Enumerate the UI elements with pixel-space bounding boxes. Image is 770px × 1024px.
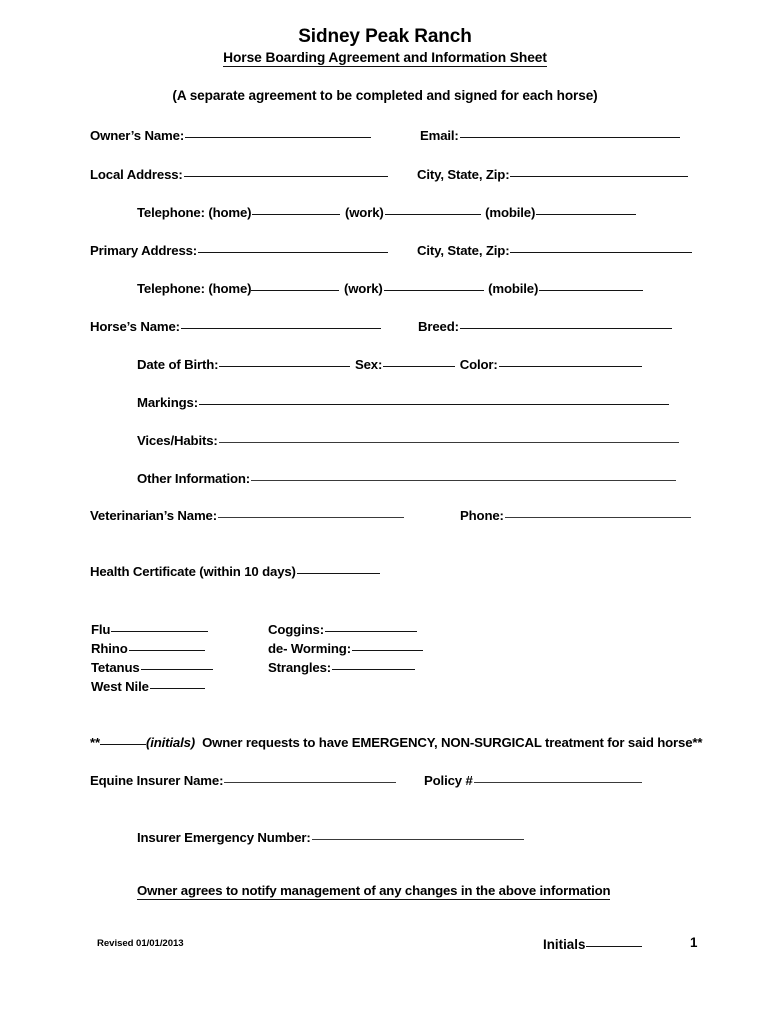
sex-label: Sex: — [354, 356, 383, 372]
local-city-state-zip-input[interactable] — [510, 165, 688, 177]
primary-telephone-home-input[interactable] — [251, 279, 339, 291]
insurer-emergency-number-input[interactable] — [312, 828, 524, 840]
primary-city-state-zip-input[interactable] — [510, 241, 692, 253]
footer-initials-label: Initials — [543, 936, 586, 952]
footer-initials-input[interactable] — [586, 935, 642, 947]
footer-page-number: 1 — [690, 935, 698, 950]
owner-name-label: Owner’s Name: — [90, 127, 185, 143]
document-subtitle — [0, 51, 770, 65]
health-certificate-input[interactable] — [297, 562, 380, 574]
page-title: Sidney Peak Ranch — [298, 26, 472, 47]
local-telephone-work-input[interactable] — [385, 203, 481, 215]
local-address-input[interactable] — [184, 165, 388, 177]
equine-insurer-name-row — [90, 771, 397, 787]
vaccination-coggins-input[interactable] — [325, 620, 417, 632]
vices-habits-label: Vices/Habits: — [137, 432, 218, 448]
vaccination-strangles-row — [268, 658, 416, 674]
sex-input[interactable] — [383, 355, 455, 367]
primary-telephone-work-label: (work) — [343, 280, 383, 296]
vaccination-flu-label: Flu — [91, 621, 111, 637]
primary-telephone-mobile-label: (mobile) — [488, 280, 539, 296]
veterinarian-name-row — [90, 506, 405, 522]
health-certificate-row — [90, 562, 381, 578]
color-input[interactable] — [499, 355, 642, 367]
owner-name-row — [90, 126, 372, 142]
local-telephone-row — [137, 203, 637, 219]
date-of-birth-input[interactable] — [219, 355, 350, 367]
local-telephone-home-input[interactable] — [252, 203, 340, 215]
vaccination-deworming-input[interactable] — [352, 639, 423, 651]
vaccination-west-nile-label: West Nile — [91, 678, 149, 694]
insurer-emergency-number-row — [137, 828, 525, 844]
primary-telephone-row — [137, 279, 644, 295]
veterinarian-name-input[interactable] — [218, 506, 404, 518]
veterinarian-name-label: Veterinarian’s Name: — [90, 507, 217, 523]
vaccination-west-nile-row — [91, 677, 206, 693]
local-telephone-home-label: Telephone: (home) — [137, 204, 252, 220]
email-input[interactable] — [460, 126, 680, 138]
vaccination-deworming-row — [268, 639, 424, 655]
breed-input[interactable] — [460, 317, 672, 329]
markings-label: Markings: — [137, 394, 198, 410]
document-subtitle-text: Horse Boarding Agreement and Information Sheet — [223, 50, 547, 65]
vaccination-rhino-input[interactable] — [129, 639, 205, 651]
equine-insurer-name-input[interactable] — [224, 771, 396, 783]
email-row — [420, 126, 681, 142]
local-telephone-mobile-input[interactable] — [536, 203, 636, 215]
vices-habits-input[interactable] — [219, 431, 679, 443]
date-of-birth-label: Date of Birth: — [137, 356, 219, 372]
local-address-label: Local Address: — [90, 166, 183, 182]
primary-telephone-mobile-input[interactable] — [539, 279, 643, 291]
policy-number-input[interactable] — [474, 771, 642, 783]
owner-name-input[interactable] — [185, 126, 371, 138]
primary-address-row — [90, 241, 389, 257]
emergency-initials-input[interactable] — [100, 733, 146, 745]
markings-row — [137, 393, 670, 409]
primary-city-state-zip-row — [417, 241, 693, 257]
emergency-statement: Owner requests to have EMERGENCY, NON-SURGICAL treatment for said horse** — [202, 734, 703, 750]
vaccination-rhino-label: Rhino — [91, 640, 128, 656]
vaccination-strangles-input[interactable] — [332, 658, 415, 670]
breed-row — [418, 317, 673, 333]
agreement-notice-text: Owner agrees to notify management of any changes in the above information — [137, 883, 611, 898]
other-information-row — [137, 469, 677, 485]
color-label: Color: — [459, 356, 498, 372]
emergency-initials-word: (initials) — [145, 734, 196, 750]
health-certificate-label: Health Certificate (within 10 days) — [90, 563, 296, 579]
vaccination-coggins-label: Coggins: — [268, 621, 324, 637]
vaccination-flu-row — [91, 620, 209, 636]
policy-number-row — [424, 771, 643, 787]
local-city-state-zip-row — [417, 165, 689, 181]
vaccination-tetanus-input[interactable] — [141, 658, 213, 670]
vaccination-west-nile-input[interactable] — [150, 677, 205, 689]
primary-telephone-home-label: Telephone: (home) — [137, 280, 252, 296]
veterinarian-phone-label: Phone: — [460, 507, 504, 523]
local-telephone-mobile-label: (mobile) — [485, 204, 536, 220]
email-label: Email: — [420, 127, 459, 143]
vices-habits-row — [137, 431, 680, 447]
primary-city-state-zip-label: City, State, Zip: — [417, 242, 510, 258]
horse-name-label: Horse’s Name: — [90, 318, 180, 334]
equine-insurer-name-label: Equine Insurer Name: — [90, 772, 224, 788]
vaccination-strangles-label: Strangles: — [268, 659, 331, 675]
vaccination-deworming-label: de- Worming: — [268, 640, 351, 656]
primary-telephone-work-input[interactable] — [384, 279, 484, 291]
local-city-state-zip-label: City, State, Zip: — [417, 166, 510, 182]
horse-name-input[interactable] — [181, 317, 381, 329]
breed-label: Breed: — [418, 318, 459, 334]
primary-address-label: Primary Address: — [90, 242, 198, 258]
policy-number-label: Policy # — [424, 772, 473, 788]
emergency-treatment-row — [90, 733, 702, 749]
primary-address-input[interactable] — [198, 241, 388, 253]
footer-revision-date: Revised 01/01/2013 — [97, 938, 184, 949]
other-information-input[interactable] — [251, 469, 676, 481]
vaccination-tetanus-row — [91, 658, 214, 674]
vaccination-coggins-row — [268, 620, 418, 636]
veterinarian-phone-input[interactable] — [505, 506, 691, 518]
agreement-notice-row — [137, 884, 610, 897]
local-address-row — [90, 165, 389, 181]
insurer-emergency-number-label: Insurer Emergency Number: — [137, 829, 311, 845]
vaccination-tetanus-label: Tetanus — [91, 659, 140, 675]
date-of-birth-row — [137, 355, 643, 371]
vaccination-rhino-row — [91, 639, 206, 655]
other-information-label: Other Information: — [137, 470, 251, 486]
footer-initials-row — [543, 935, 643, 952]
markings-input[interactable] — [199, 393, 669, 405]
veterinarian-phone-row — [460, 506, 692, 522]
document-note: (A separate agreement to be completed and signed for each horse) — [172, 88, 598, 103]
local-telephone-work-label: (work) — [344, 204, 384, 220]
vaccination-flu-input[interactable] — [111, 620, 208, 632]
horse-name-row — [90, 317, 382, 333]
emergency-asterisk-prefix: ** — [90, 734, 100, 750]
